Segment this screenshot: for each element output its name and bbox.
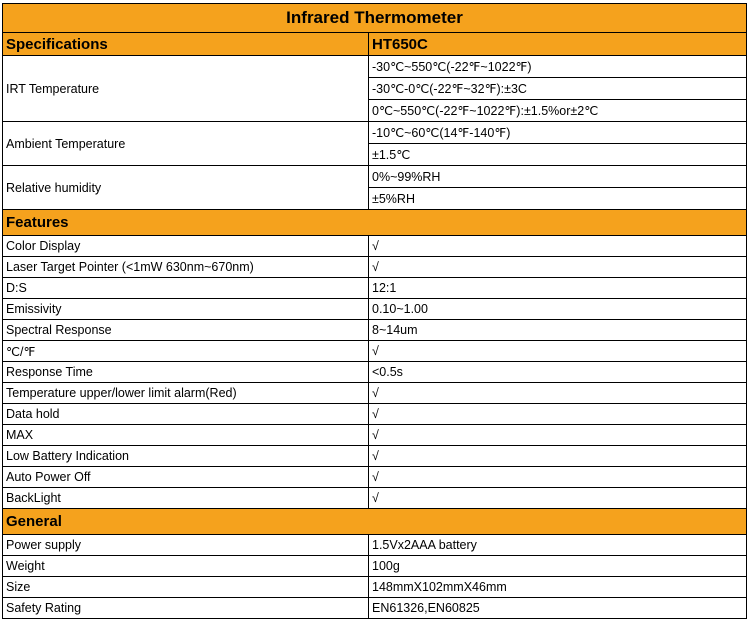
general-value: 148mmX102mmX46mm [369, 577, 747, 598]
feature-value: √ [369, 236, 747, 257]
title-row [3, 4, 747, 33]
table-row [3, 122, 747, 144]
feature-value: 0.10~1.00 [369, 299, 747, 320]
table-row [3, 341, 747, 362]
table-row [3, 577, 747, 598]
spec-value: -10℃~60℃(14℉-140℉) [369, 122, 747, 144]
general-value: 100g [369, 556, 747, 577]
table-row [3, 56, 747, 78]
feature-label: Laser Target Pointer (<1mW 630nm~670nm) [3, 257, 369, 278]
table-row [3, 404, 747, 425]
feature-label: ℃/℉ [3, 341, 369, 362]
feature-label: Low Battery Indication [3, 446, 369, 467]
feature-value: 8~14um [369, 320, 747, 341]
feature-value: <0.5s [369, 362, 747, 383]
feature-value: √ [369, 257, 747, 278]
table-row [3, 425, 747, 446]
general-value: EN61326,EN60825 [369, 598, 747, 619]
feature-value: 12:1 [369, 278, 747, 299]
feature-label: MAX [3, 425, 369, 446]
general-heading: General [3, 509, 747, 535]
table-row [3, 556, 747, 577]
table-row [3, 320, 747, 341]
specifications-heading: Specifications [3, 33, 369, 56]
feature-value: √ [369, 383, 747, 404]
spec-table [2, 3, 747, 619]
feature-value: √ [369, 404, 747, 425]
general-label: Weight [3, 556, 369, 577]
table-row [3, 383, 747, 404]
table-row [3, 535, 747, 556]
general-value: 1.5Vx2AAA battery [369, 535, 747, 556]
table-row [3, 362, 747, 383]
table-row [3, 598, 747, 619]
general-label: Power supply [3, 535, 369, 556]
feature-label: Temperature upper/lower limit alarm(Red) [3, 383, 369, 404]
spec-value: 0℃~550℃(-22℉~1022℉):±1.5%or±2℃ [369, 100, 747, 122]
table-row [3, 488, 747, 509]
feature-value: √ [369, 488, 747, 509]
spec-value: -30℃~550℃(-22℉~1022℉) [369, 56, 747, 78]
general-header-row [3, 509, 747, 535]
feature-label: BackLight [3, 488, 369, 509]
feature-label: Spectral Response [3, 320, 369, 341]
spec-value: ±1.5℃ [369, 144, 747, 166]
table-row [3, 467, 747, 488]
table-title: Infrared Thermometer [3, 4, 747, 33]
table-row [3, 446, 747, 467]
feature-label: Data hold [3, 404, 369, 425]
model-heading: HT650C [369, 33, 747, 56]
feature-label: Auto Power Off [3, 467, 369, 488]
feature-label: D:S [3, 278, 369, 299]
feature-label: Response Time [3, 362, 369, 383]
spec-value: ±5%RH [369, 188, 747, 210]
spec-label: IRT Temperature [3, 56, 369, 122]
feature-label: Color Display [3, 236, 369, 257]
feature-value: √ [369, 425, 747, 446]
table-row [3, 278, 747, 299]
specifications-header-row [3, 33, 747, 56]
table-row [3, 236, 747, 257]
table-row [3, 166, 747, 188]
spec-label: Ambient Temperature [3, 122, 369, 166]
features-header-row [3, 210, 747, 236]
table-row [3, 257, 747, 278]
spec-value: -30℃-0℃(-22℉~32℉):±3C [369, 78, 747, 100]
feature-value: √ [369, 467, 747, 488]
table-row [3, 299, 747, 320]
features-heading: Features [3, 210, 747, 236]
feature-value: √ [369, 446, 747, 467]
general-label: Size [3, 577, 369, 598]
feature-label: Emissivity [3, 299, 369, 320]
general-label: Safety Rating [3, 598, 369, 619]
spec-value: 0%~99%RH [369, 166, 747, 188]
feature-value: √ [369, 341, 747, 362]
spec-label: Relative humidity [3, 166, 369, 210]
